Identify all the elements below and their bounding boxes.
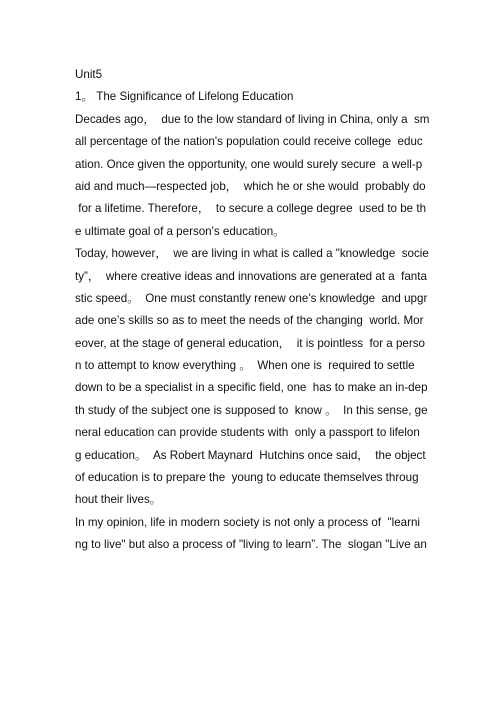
text-line: n to attempt to know everything 。 When one is required to settle <box>75 359 415 373</box>
text-line: down to be a specialist in a specific field, one has to make an in-dep <box>75 381 428 395</box>
text-line: In my opinion, life in modern society is not only a process of "learni <box>75 515 421 529</box>
text-line: e ultimate goal of a person's education。 <box>75 224 285 238</box>
unit-heading: Unit5 <box>75 68 103 81</box>
text-line: of education is to prepare the young to educate themselves throug <box>75 471 419 485</box>
text-line: ation. Once given the opportunity, one would surely secure a well-p <box>75 157 423 171</box>
text-line: Decades ago， due to the low standard of living in China, only a sm <box>75 112 430 126</box>
text-line: hout their lives。 <box>75 493 162 507</box>
text-line: for a lifetime. Therefore， to secure a college degree used to be th <box>75 202 427 216</box>
document-body <box>75 64 430 557</box>
text-line: Today, however， we are living in what is called a "knowledge socie <box>75 247 429 261</box>
text-line: neral education can provide students with only a passport to lifelon <box>75 426 420 440</box>
text-line: stic speed。 One must constantly renew one’s knowledge and upgr <box>75 291 428 305</box>
section-title: 1。 The Significance of Lifelong Education <box>75 90 294 104</box>
text-line: ng to live" but also a process of "living to learn”. The slogan "Live an <box>75 538 427 552</box>
text-line: ade one’s skills so as to meet the needs of the changing world. Mor <box>75 314 424 328</box>
text-line: aid and much—respected job， which he or she would probably do <box>75 179 426 193</box>
text-line: eover, at the stage of general education， it is pointless for a perso <box>75 336 425 350</box>
text-line: all percentage of the nation's population could receive college educ <box>75 135 423 149</box>
text-line: g education。 As Robert Maynard Hutchins once said， the object <box>75 448 426 462</box>
text-line: th study of the subject one is supposed to know 。 In this sense, ge <box>75 403 428 417</box>
text-line: ty”， where creative ideas and innovations are generated at a fanta <box>75 269 427 283</box>
